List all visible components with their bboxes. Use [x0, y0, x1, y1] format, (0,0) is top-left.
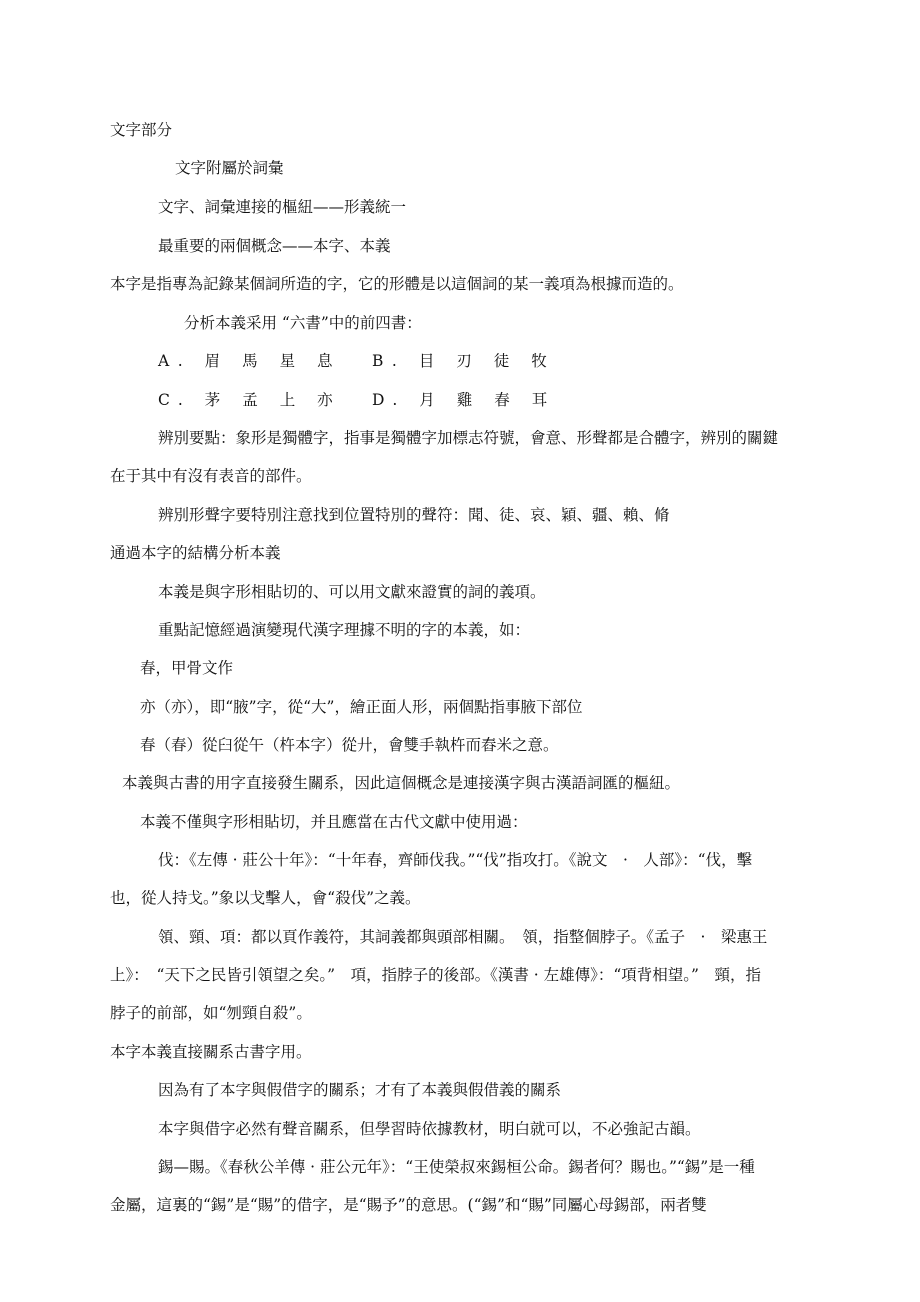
paragraph-line: 辨別要點：象形是獨體字，指事是獨體字加標志符號，會意、形聲都是合體字，辨別的關鍵	[158, 429, 779, 447]
paragraph-line: 本字與借字必然有聲音關系，但學習時依據教材，明白就可以，不必強記古韻。	[158, 1120, 701, 1138]
paragraph-line: 金屬，這裏的“錫”是“賜”的借字，是“賜予”的意思。(“錫”和“賜”同屬心母錫部，兩者雙	[110, 1196, 707, 1214]
paragraph-line: 亦（亦），即“腋”字，從“大”，繪正面人形，兩個點指事腋下部位	[140, 698, 583, 716]
section-heading: 文字部分	[110, 121, 173, 139]
paragraph-line: 本義是與字形相貼切的、可以用文獻來證實的詞的義項。	[158, 583, 546, 601]
exercise-prompt: 分析本義采用 “六書”中的前四書：	[184, 314, 422, 332]
section-heading: 本字本義直接關系古書字用。	[110, 1043, 312, 1061]
definition-paragraph: 本字是指專為記錄某個詞所造的字，它的形體是以這個詞的某一義項為根據而造的。	[110, 275, 684, 293]
subheading-text-attached-to-vocabulary: 文字附屬於詞彙	[175, 159, 284, 177]
paragraph-line: 春，甲骨文作	[140, 659, 234, 677]
option-d: D. 月 雞 春 耳	[372, 391, 556, 409]
paragraph-line: 本義不僅與字形相貼切，并且應當在古代文獻中使用過：	[140, 813, 528, 831]
option-c: C. 茅 孟 上 亦	[158, 391, 342, 409]
paragraph-line: 辨別形聲字要特別注意找到位置特別的聲符：聞、徒、哀、穎、疆、賴、脩	[158, 506, 670, 524]
paragraph-line: 也，從人持戈。”象以戈擊人，會“殺伐”之義。	[110, 889, 421, 907]
option-a: A. 眉 馬 星 息	[158, 352, 342, 370]
paragraph-line: 本義與古書的用字直接發生關系，因此這個概念是連接漢字與古漢語詞匯的樞紐。	[122, 774, 681, 792]
paragraph-line: 領、頸、項：都以頁作義符，其詞義都與頭部相關。 領，指整個脖子。《孟子 · 梁惠王	[158, 928, 768, 946]
option-b: B. 目 刃 徒 牧	[372, 352, 556, 370]
paragraph-line: 錫—賜。《春秋公羊傳 · 莊公元年》：“王使榮叔來錫桓公命。錫者何？賜也。”“錫”是一種	[158, 1158, 755, 1176]
paragraph-line: 脖子的前部，如“刎頸自殺”。	[110, 1004, 312, 1022]
paragraph-line: 上》： “天下之民皆引領望之矣。” 項，指脖子的後部。《漢書 · 左雄傳》：“項背相望。” 頸，指	[110, 966, 761, 984]
subheading-two-concepts: 最重要的兩個概念——本字、本義	[158, 237, 391, 255]
paragraph-line: 在于其中有沒有表音的部件。	[110, 467, 312, 485]
paragraph-line: 春（春）從臼從午（杵本字）從廾，會雙手執杵而舂米之意。	[140, 736, 559, 754]
paragraph-line: 重點記憶經過演變現代漢字理據不明的字的本義，如：	[158, 621, 531, 639]
section-heading: 通過本字的結構分析本義	[110, 544, 281, 562]
paragraph-line: 因為有了本字與假借字的關系；才有了本義與假借義的關系	[158, 1081, 562, 1099]
subheading-form-meaning-unity: 文字、詞彙連接的樞紐——形義統一	[158, 198, 407, 216]
paragraph-line: 伐：《左傳 · 莊公十年》：“十年春，齊師伐我。”“伐”指攻打。《說文 · 人部》：“伐，擊	[158, 851, 753, 869]
